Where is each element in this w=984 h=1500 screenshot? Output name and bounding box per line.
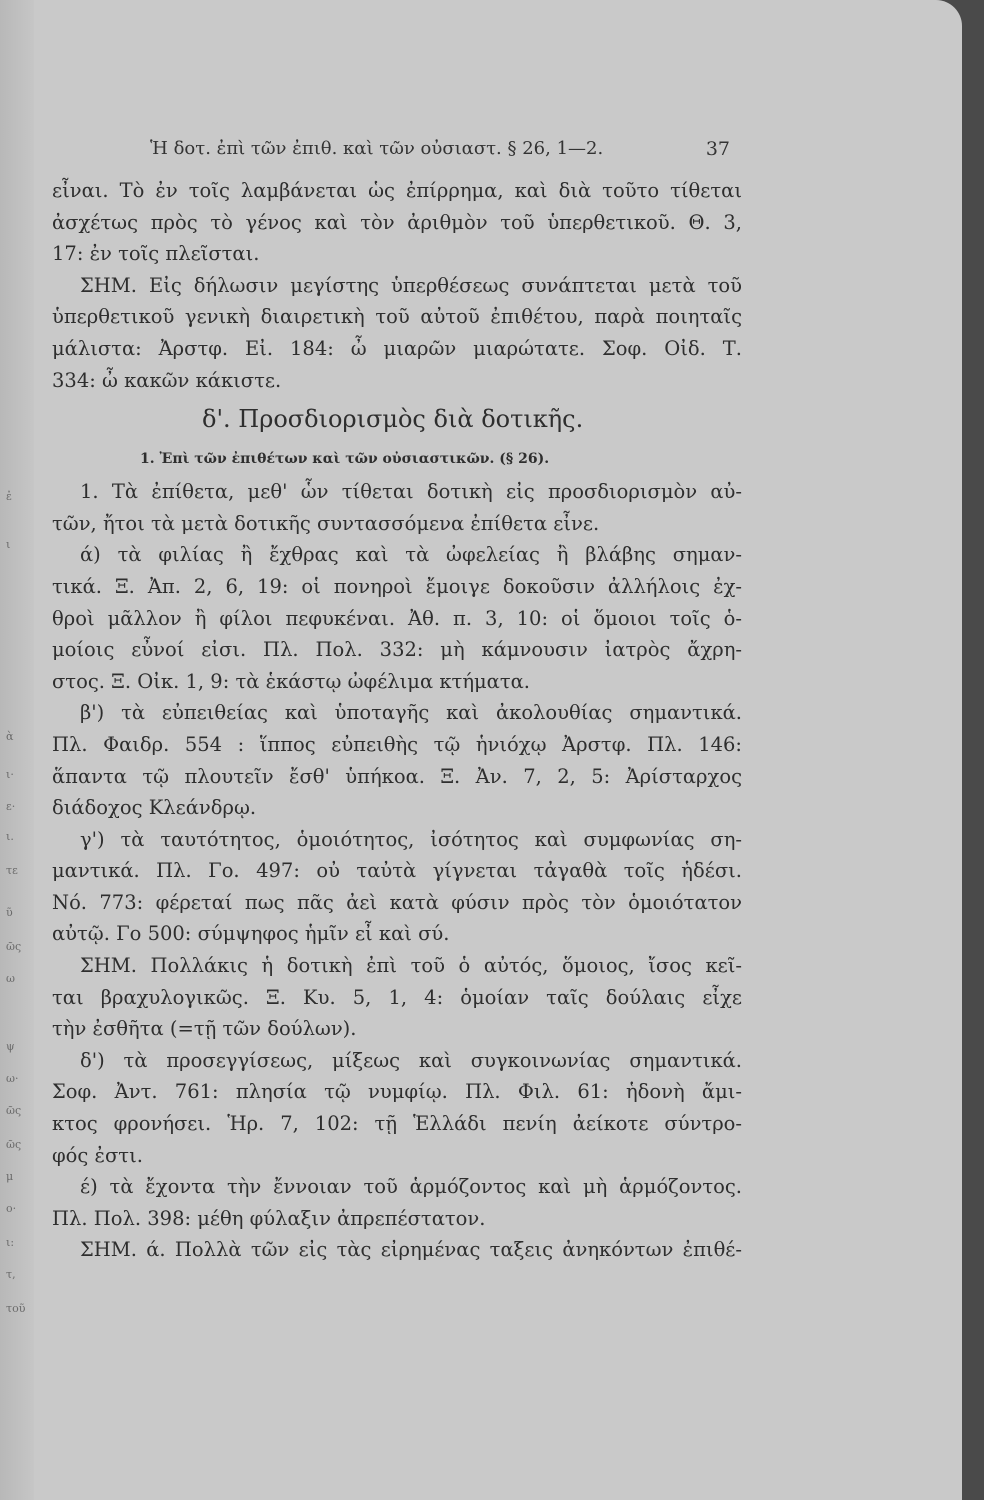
margin-fragment: ε·	[6, 800, 16, 813]
margin-fragment: ῶς	[6, 1104, 22, 1117]
margin-fragment: τοῦ	[6, 1302, 26, 1315]
text-line: β') τὰ εὐπειθείας καὶ ὑποταγῆς καὶ ἀκολουθίας σημαντικά.	[80, 701, 742, 725]
margin-fragment: ι.	[6, 830, 14, 843]
text-line: φός ἐστι.	[52, 1143, 143, 1167]
margin-fragment: ὰ	[6, 730, 14, 743]
text-line: ται βραχυλογικῶς. Ξ. Κυ. 5, 1, 4: ὁμοίαν ταῖς δούλαις εἶχε	[52, 985, 742, 1009]
text-line: Πλ. Πολ. 398: μέθη φύλαξιν ἀπρεπέστατον.	[52, 1206, 486, 1230]
subsection-heading: 1. Ἐπὶ τῶν ἐπιθέτων καὶ τῶν οὐσιαστικῶν. (§ 26).	[140, 451, 550, 468]
note-line: ΣΗΜ. Πολλάκις ἡ δοτικὴ ἐπὶ τοῦ ὁ αὐτός, ὅμοιος, ἴσος κεῖ-	[80, 954, 742, 978]
page-number: 37	[705, 138, 730, 160]
text-line: Σοφ. Ἀντ. 761: πλησία τῷ νυμφίῳ. Πλ. Φιλ. 61: ἡδονὴ ἄμι-	[52, 1080, 742, 1104]
margin-fragment: τ,	[6, 1268, 16, 1281]
text-line: ἅπαντα τῷ πλουτεῖν ἔσθ' ὑπήκοα. Ξ. Ἀν. 7, 2, 5: Ἀρίσταρχος	[52, 764, 742, 788]
margin-fragment: ῶς	[6, 940, 22, 953]
text-line: τικά. Ξ. Ἀπ. 2, 6, 19: οἱ πονηροὶ ἔμοιγε δοκοῦσιν ἀλλήλοις ἐχ-	[52, 574, 742, 598]
text-line: ὑπερθετικοῦ γενικὴ διαιρετικὴ τοῦ αὐτοῦ ἐπιθέτου, παρὰ ποιηταῖς	[52, 305, 742, 329]
text-line: μοίοις εὖνοί εἰσι. Πλ. Πολ. 332: μὴ κάμνουσιν ἰατρὸς ἄχρη-	[52, 638, 742, 662]
text-line: εἶναι. Τὸ ἐν τοῖς λαμβάνεται ὡς ἐπίρρημα, καὶ διὰ τοῦτο τίθεται	[52, 179, 742, 202]
margin-fragment: ῦ	[6, 906, 13, 919]
note-line: ΣΗΜ. ά. Πολλὰ τῶν εἰς τὰς εἰρημένας ταξεις ἀνηκόντων ἐπιθέ-	[80, 1238, 742, 1262]
text-line: αὐτῷ. Γο 500: σύμψηφος ἡμῖν εἶ καὶ σύ.	[52, 922, 450, 946]
text-line: ά) τὰ φιλίας ἢ ἔχθρας καὶ τὰ ὠφελείας ἢ βλάβης σημαν-	[80, 543, 742, 567]
text-line: δ') τὰ προσεγγίσεως, μίξεως καὶ συγκοινωνίας σημαντικά.	[80, 1048, 742, 1072]
margin-fragment: ι	[6, 538, 11, 551]
running-header	[150, 138, 730, 164]
text-line: μάλιστα: Ἀρστφ. Εἰ. 184: ὦ μιαρῶν μιαρώτατε. Σοφ. Οἰδ. Τ.	[52, 336, 742, 360]
margin-fragment: ω	[6, 972, 15, 985]
section-heading: δ'. Προσδιορισμὸς διὰ δοτικῆς.	[202, 405, 584, 434]
page-body	[52, 175, 742, 1266]
margin-fragment: ω·	[6, 1072, 19, 1085]
text-line: κτος φρονήσει. Ἡρ. 7, 102: τῇ Ἑλλάδι πενίη ἀείκοτε σύντρο-	[52, 1112, 742, 1136]
running-title: Ἡ δοτ. ἐπὶ τῶν ἐπιθ. καὶ τῶν οὐσιαστ. § 26, 1—2.	[150, 138, 604, 159]
margin-fragment: τε	[6, 864, 18, 877]
margin-fragment: ἐ	[6, 490, 12, 503]
note-line: ΣΗΜ. Εἰς δήλωσιν μεγίστης ὑπερθέσεως συνάπτεται μετὰ τοῦ	[80, 273, 742, 297]
facing-page-edge	[0, 0, 34, 1500]
text-line: τὴν ἐσθῆτα (=τῇ τῶν δούλων).	[52, 1017, 357, 1041]
text-line: 334: ὦ κακῶν κάκιστε.	[52, 368, 282, 392]
text-line: 1. Τὰ ἐπίθετα, μεθ' ὧν τίθεται δοτικὴ εἰς προσδιορισμὸν αὐ-	[80, 480, 742, 504]
text-line: στος. Ξ. Οἰκ. 1, 9: τὰ ἑκάστῳ ὠφέλιμα κτήματα.	[52, 669, 530, 693]
text-line: γ') τὰ ταυτότητος, ὁμοιότητος, ἰσότητος καὶ συμφωνίας ση-	[80, 827, 742, 851]
text-line: 17: ἐν τοῖς πλεῖσται.	[52, 242, 260, 266]
margin-fragment: ψ	[6, 1040, 15, 1053]
text-line: μαντικά. Πλ. Γο. 497: οὐ ταὐτὰ γίγνεται τἀγαθὰ τοῖς ἡδέσι.	[52, 859, 742, 883]
margin-fragment: ι·	[6, 768, 14, 781]
text-line: διάδοχος Κλεάνδρῳ.	[52, 796, 257, 820]
text-line: θροὶ μᾶλλον ἢ φίλοι πεφυκέναι. Ἀθ. π. 3, 10: οἱ ὅμοιοι τοῖς ὁ-	[52, 606, 742, 630]
margin-fragment: ο·	[6, 1202, 17, 1215]
margin-fragment: ῶς	[6, 1138, 22, 1151]
text-line: ἀσχέτως πρὸς τὸ γένος καὶ τὸν ἀριθμὸν τοῦ ὑπερθετικοῦ. Θ. 3,	[52, 210, 742, 234]
margin-fragment: μ	[6, 1170, 14, 1183]
margin-fragment: ι:	[6, 1236, 15, 1249]
text-line: Νό. 773: φέρεταί πως πᾶς ἀεὶ κατὰ φύσιν πρὸς τὸν ὁμοιότατον	[52, 890, 742, 914]
text-line: Πλ. Φαιδρ. 554 : ἵππος εὐπειθὴς τῷ ἡνιόχῳ Ἀρστφ. Πλ. 146:	[52, 732, 742, 756]
text-line: τῶν, ἤτοι τὰ μετὰ δοτικῆς συντασσόμενα ἐπίθετα εἶνε.	[52, 511, 600, 535]
text-line: έ) τὰ ἔχοντα τὴν ἔννοιαν τοῦ ἁρμόζοντος καὶ μὴ ἁρμόζοντος.	[80, 1175, 742, 1199]
